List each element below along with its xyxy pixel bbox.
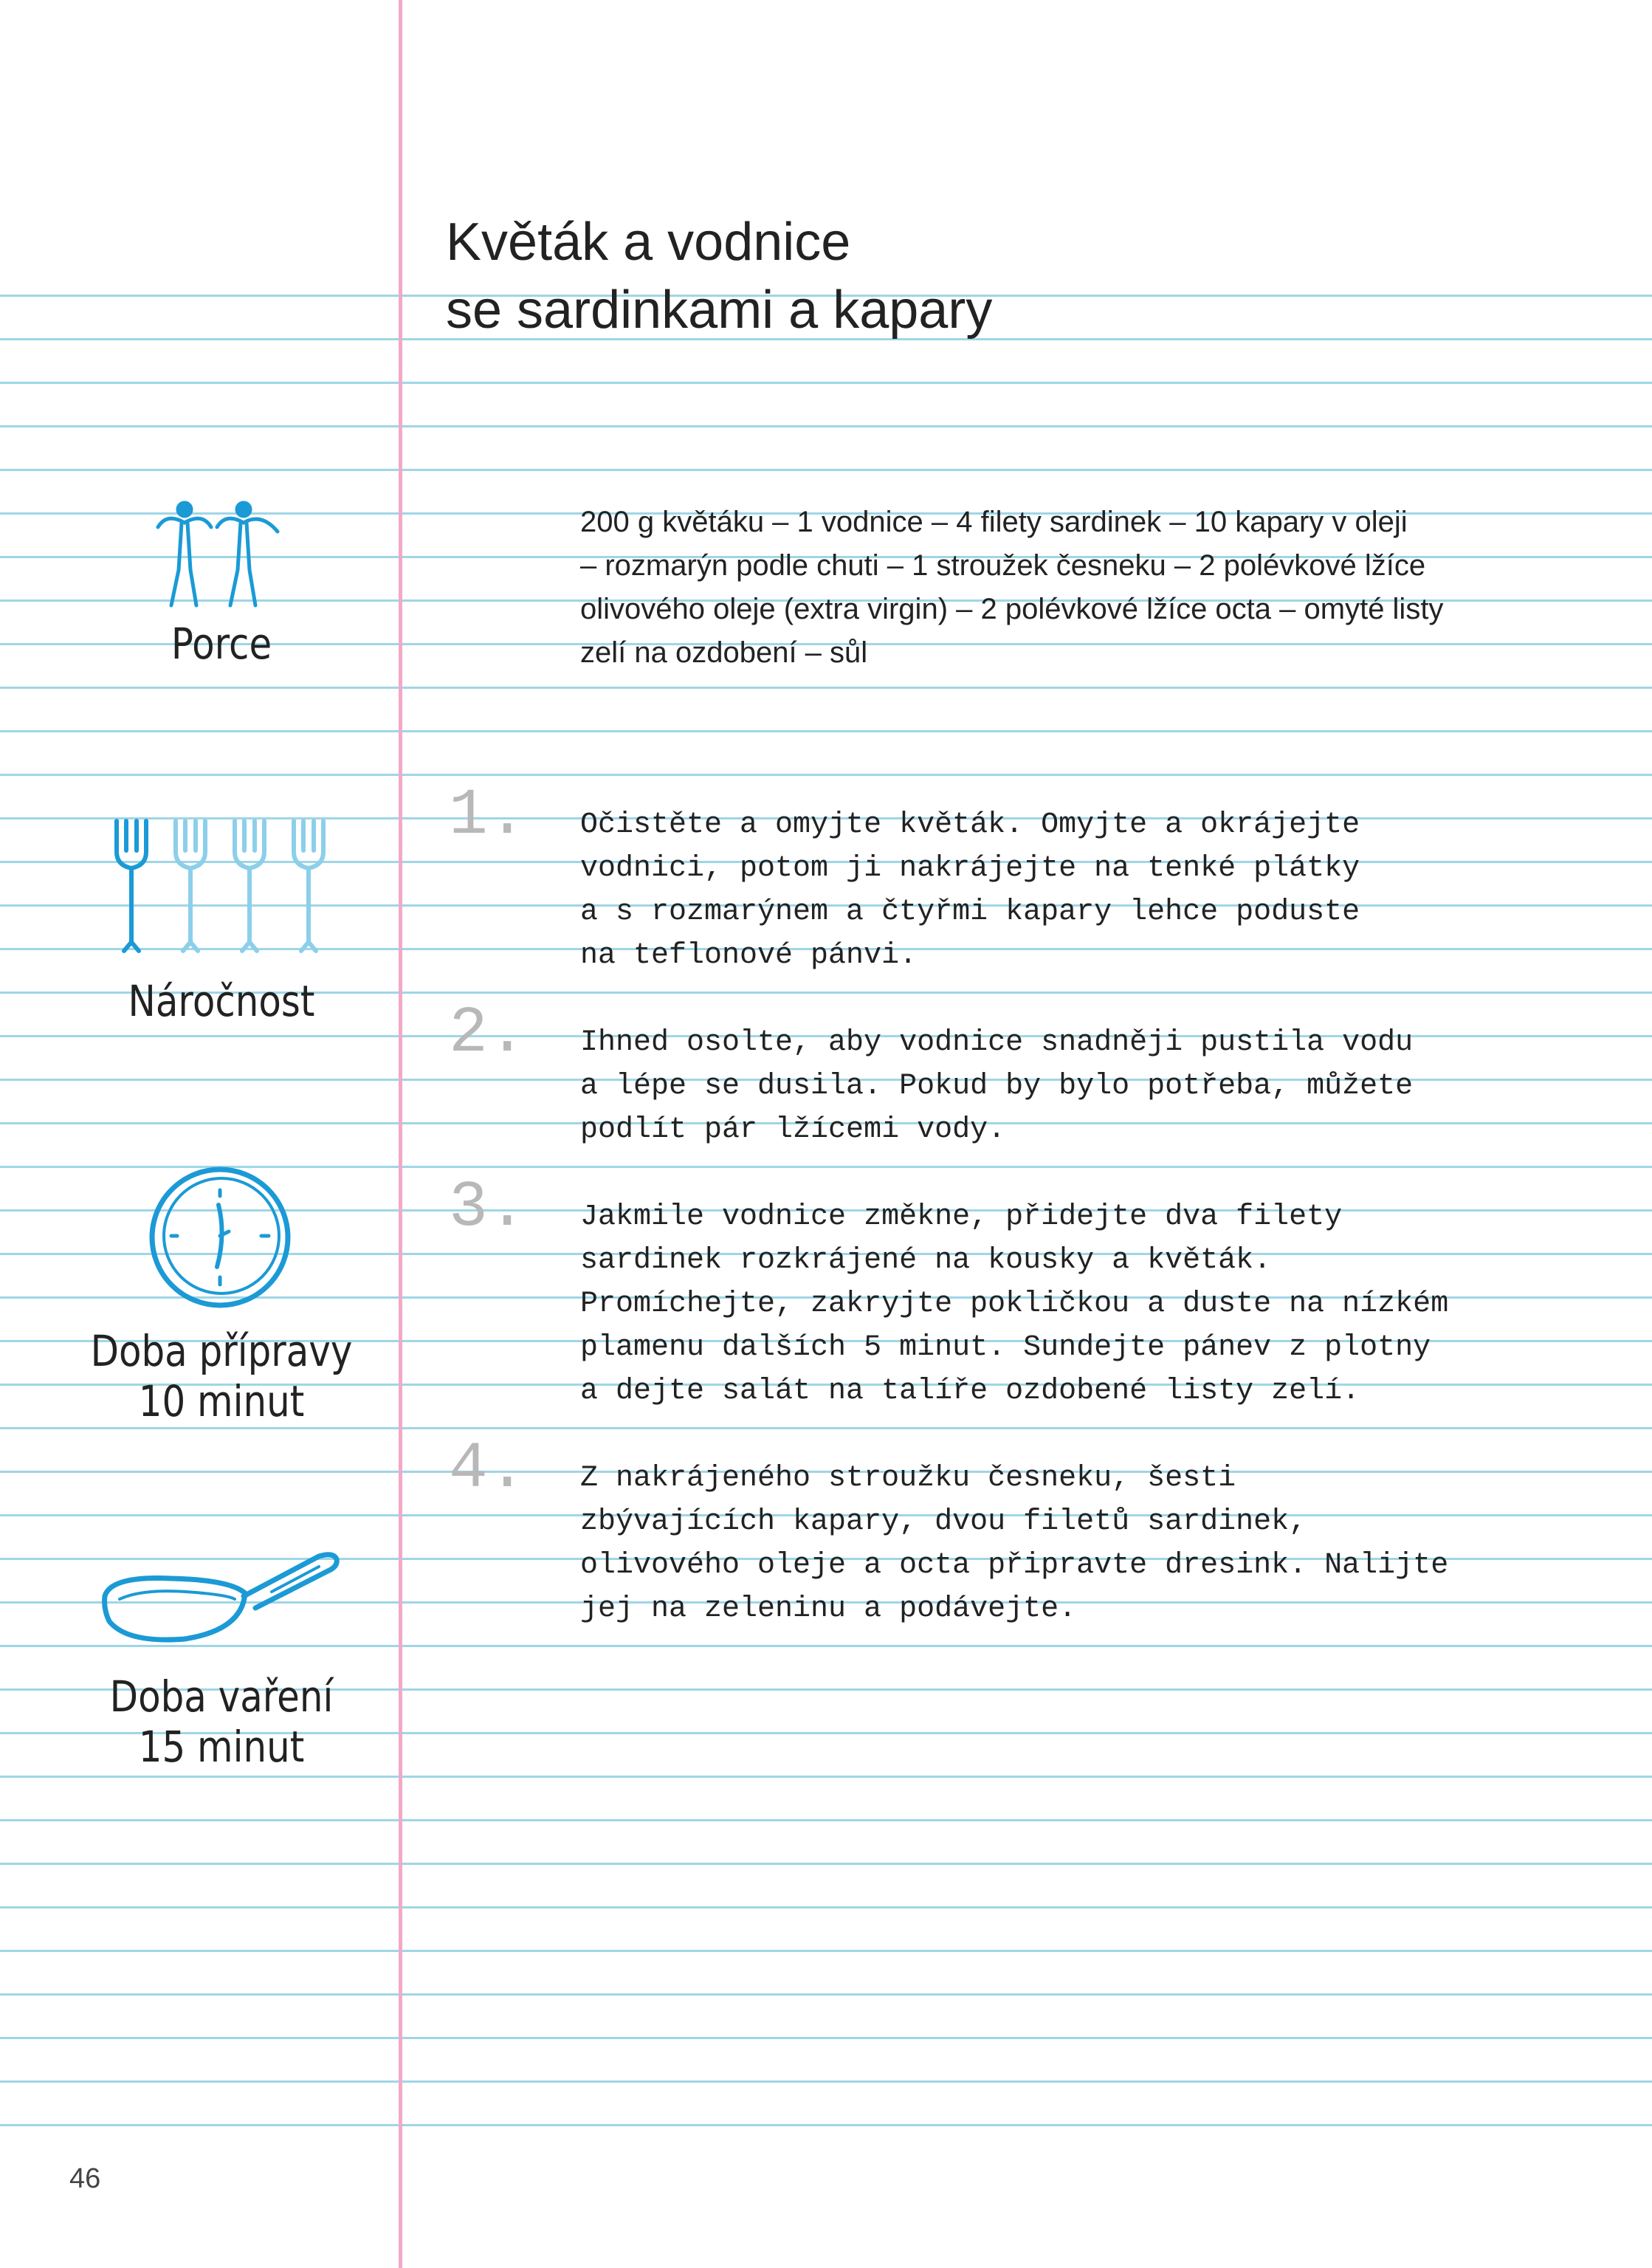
forks-icon <box>111 818 332 954</box>
cook-time-title: Doba vaření <box>109 1671 334 1722</box>
step-line: plamenu dalších 5 minut. Sundejte pánev z plotny <box>580 1331 1431 1364</box>
cook-time-label <box>69 1671 374 1772</box>
step-line: Ihned osolte, aby vodnice snadněji pustila vodu <box>580 1026 1414 1059</box>
step-line: Očistěte a omyjte květák. Omyjte a okrájejte <box>580 808 1360 842</box>
frying-pan-icon <box>97 1550 348 1654</box>
recipe-title-line-1: Květák a vodnice <box>446 213 851 272</box>
step-line: a lépe se dusila. Pokud by bylo potřeba, můžete <box>580 1070 1414 1103</box>
page-number: 46 <box>69 2163 101 2194</box>
step-text-3 <box>580 1195 1555 1413</box>
step-text-1 <box>580 803 1555 977</box>
step-line: a dejte salát na talíře ozdobené listy zelí. <box>580 1375 1360 1408</box>
ingredients-line: – rozmarýn podle chuti – 1 stroužek česneku – 2 polévkové lžíce <box>580 549 1426 582</box>
recipe-title <box>446 208 992 344</box>
step-line: vodnici, potom ji nakrájejte na tenké plátky <box>580 852 1360 885</box>
step-line: podlít pár lžícemi vody. <box>580 1113 1006 1147</box>
two-people-icon <box>152 499 292 610</box>
prep-time-title: Doba přípravy <box>90 1326 353 1376</box>
step-line: zbývajících kapary, dvou filetů sardinek, <box>580 1505 1307 1539</box>
clock-icon <box>143 1164 298 1311</box>
step-number-2: 2. <box>449 997 527 1071</box>
ingredients-line: 200 g květáku – 1 vodnice – 4 filety sardinek – 10 kapary v oleji <box>580 506 1408 538</box>
step-line: Promíchejte, zakryjte pokličkou a duste na nízkém <box>580 1288 1449 1321</box>
step-line: Jakmile vodnice změkne, přidejte dva filety <box>580 1200 1343 1234</box>
step-text-2 <box>580 1021 1555 1152</box>
step-text-4 <box>580 1457 1555 1631</box>
ingredients-line: olivového oleje (extra virgin) – 2 polévkové lžíce octa – omyté listy <box>580 593 1444 625</box>
step-number-3: 3. <box>449 1172 527 1245</box>
prep-time-label <box>69 1326 374 1426</box>
difficulty-label: Náročnost <box>128 976 315 1026</box>
step-line: a s rozmarýnem a čtyřmi kapary lehce poduste <box>580 896 1360 929</box>
page-bottom-blank <box>0 2126 1652 2268</box>
step-line: jej na zeleninu a podávejte. <box>580 1592 1077 1626</box>
prep-time-value: 10 minut <box>138 1376 305 1426</box>
ingredients-line: zelí na ozdobení – sůl <box>580 636 868 669</box>
step-line: sardinek rozkrájené na kousky a květák. <box>580 1244 1272 1277</box>
step-line: Z nakrájeného stroužku česneku, šesti <box>580 1462 1236 1495</box>
step-line: na teflonové pánvi. <box>580 939 918 972</box>
cook-time-value: 15 minut <box>138 1722 305 1772</box>
ingredients-list <box>580 501 1569 675</box>
notebook-margin-line <box>399 0 402 2268</box>
step-number-1: 1. <box>449 780 527 853</box>
step-line: olivového oleje a octa připravte dresink. Nalijte <box>580 1549 1449 1582</box>
servings-label: Porce <box>171 619 272 669</box>
recipe-title-line-2: se sardinkami a kapary <box>446 281 993 340</box>
step-number-4: 4. <box>449 1433 527 1506</box>
